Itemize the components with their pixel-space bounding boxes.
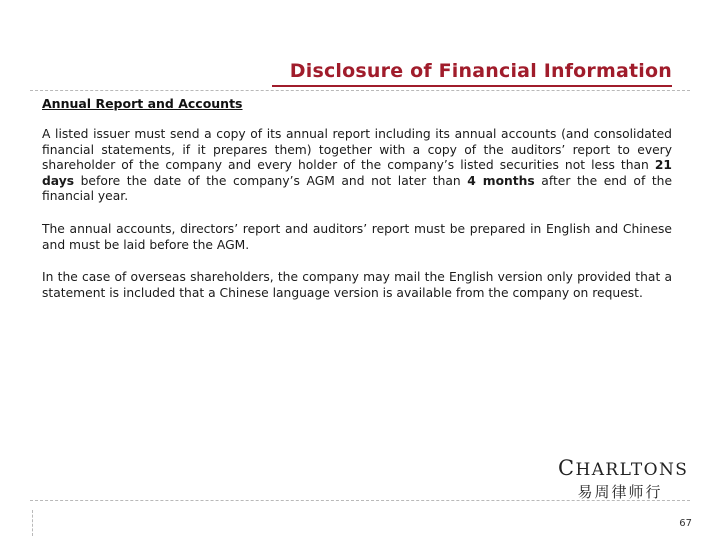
- charltons-logo: [558, 456, 689, 502]
- header-divider: [30, 90, 690, 91]
- paragraph-1-bold-b: 4 months: [467, 173, 535, 188]
- paragraph-1: [42, 127, 672, 205]
- logo-wordmark: [558, 456, 689, 480]
- body-text: [42, 127, 672, 318]
- paragraph-1-bold-a: 21 days: [42, 158, 672, 188]
- paragraph-1-text-a: A listed issuer must send a copy of its annual report including its annual accounts (and consolidated financial statements, if it prepares them) together with a copy of the auditors’ report to every shareholder of the company and every holder of the company’s listed securities not less than: [42, 127, 672, 173]
- title-accent-rule: [272, 85, 672, 87]
- page-number: 67: [679, 518, 692, 529]
- paragraph-3: In the case of overseas shareholders, the company may mail the English version only provided that a statement is included that a Chinese language version is available from the company on request.: [42, 270, 672, 300]
- paragraph-1-text-c: after the end of the financial year.: [42, 173, 673, 204]
- logo-initial: C: [558, 456, 576, 480]
- paragraph-1-text-b: before the date of the company’s AGM and not later than: [74, 173, 468, 188]
- logo-chinese: 易周律师行: [577, 483, 663, 501]
- paragraph-2: The annual accounts, directors’ report and auditors’ report must be prepared in English and Chinese and must be laid before the AGM.: [42, 221, 672, 252]
- logo-rest: HARLTONS: [575, 460, 689, 480]
- footer-vertical-rule: [32, 510, 33, 536]
- section-heading: Annual Report and Accounts: [42, 96, 243, 111]
- slide-title: Disclosure of Financial Information: [289, 60, 672, 82]
- footer-divider: [30, 500, 690, 501]
